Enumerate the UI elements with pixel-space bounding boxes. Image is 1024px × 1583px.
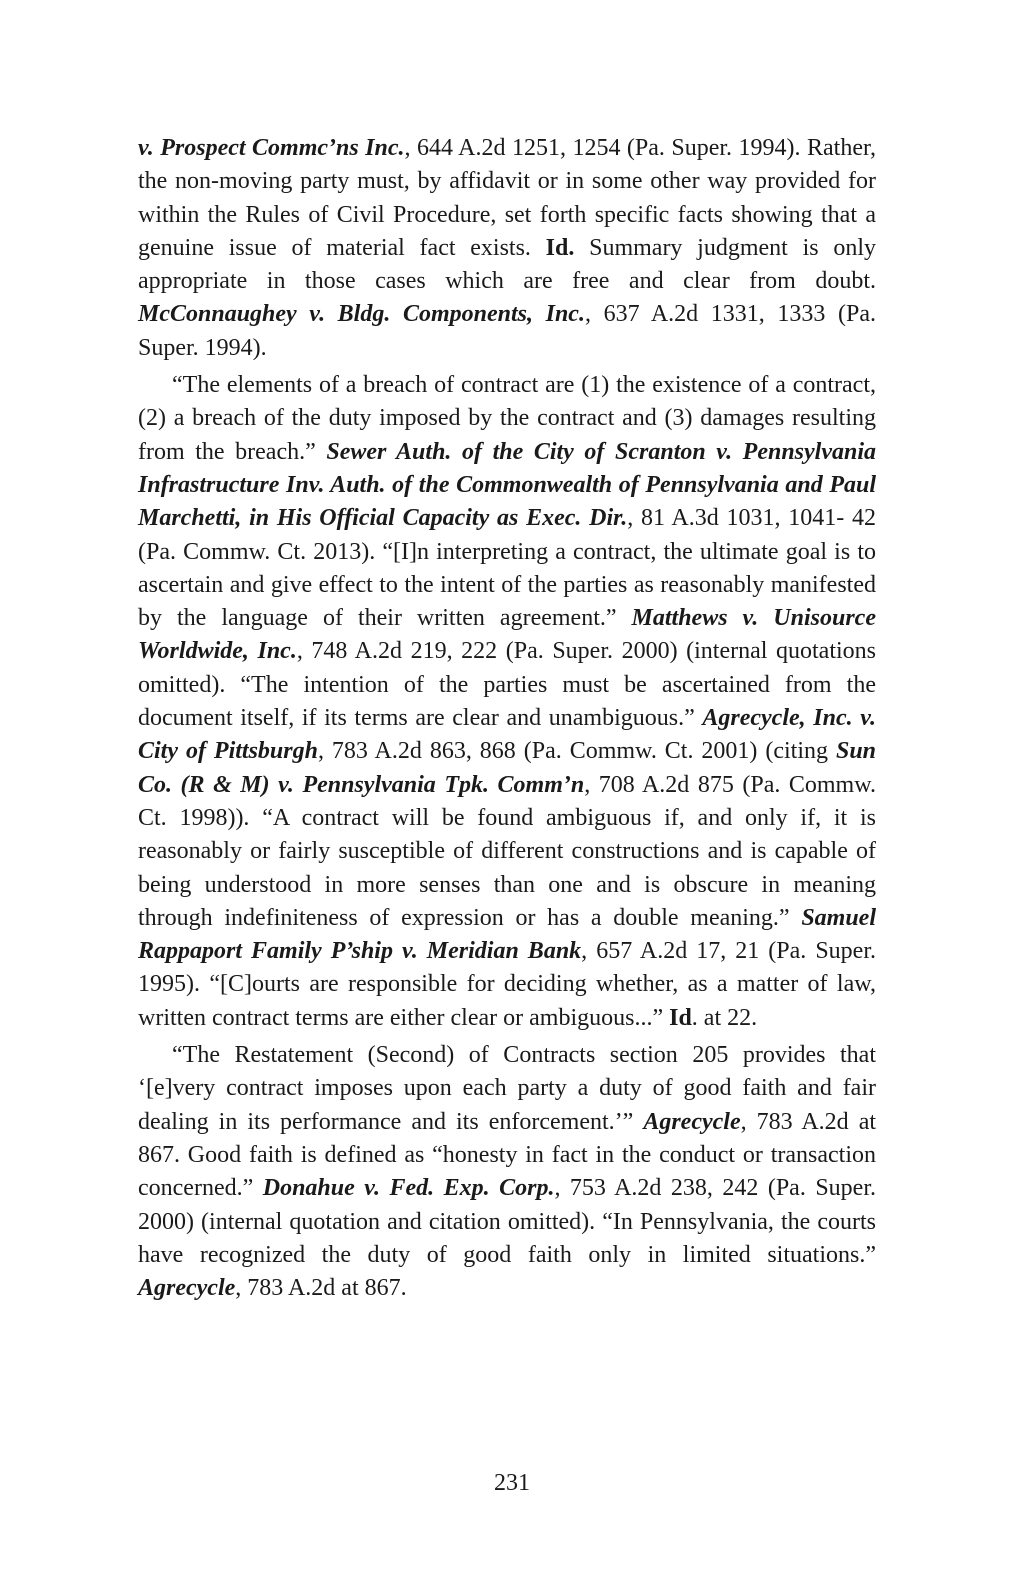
body-text: , 783 A.2d 863, 868 (Pa. Commw. Ct. 2001) (citing xyxy=(317,738,836,765)
case-citation: Agrecycle, Inc. v. City of Pittsburgh xyxy=(138,705,876,765)
case-citation: Donahue v. Fed. Exp. Corp. xyxy=(262,1175,555,1202)
body-text: , 783 A.2d at 867. xyxy=(235,1275,407,1302)
id-citation: Id. xyxy=(545,234,575,261)
body-text: “The elements of a breach of contract are (1) the existence of a contract, (2) a breach of the duty imposed by the contract and (3) damages resulting from the breach.” xyxy=(138,372,876,465)
case-citation: Agrecycle xyxy=(643,1108,741,1135)
body-text: , 637 A.2d 1331, 1333 (Pa. Super. 1994). xyxy=(138,301,876,361)
paragraph xyxy=(138,132,876,365)
document-body xyxy=(138,132,876,1305)
case-citation: Sun Co. (R & M) v. Pennsylvania Tpk. Comm’n xyxy=(138,738,877,798)
body-text: , 708 A.2d 875 (Pa. Commw. Ct. 1998)). “A contract will be found ambiguous if, and only if, it is reasonably or fairly susceptible of different constructions and is capable of being understood in more senses than one and is obscure in meaning through indefiniteness of expression or has a double meaning.” xyxy=(138,771,876,931)
paragraph xyxy=(138,369,876,1035)
paragraph xyxy=(138,1039,876,1305)
case-citation: McConnaughey v. Bldg. Components, Inc. xyxy=(138,301,585,328)
body-text: “The Restatement (Second) of Contracts section 205 provides that ‘[e]very contract imposes upon each party a duty of good faith and fair dealing in its performance and its enforcement.’” xyxy=(138,1042,876,1135)
body-text: , 783 A.2d at 867. Good faith is defined as “honesty in fact in the conduct or transaction concerned.” xyxy=(138,1108,877,1202)
body-text: . at 22. xyxy=(691,1004,758,1031)
case-citation: Agrecycle xyxy=(138,1275,236,1302)
case-citation: Samuel Rappaport Family P’ship v. Meridian Bank xyxy=(138,904,876,965)
body-text: , 657 A.2d 17, 21 (Pa. Super. 1995). “[C]ourts are responsible for deciding whether, as a matter of law, written contract terms are either clear or ambiguous...” xyxy=(138,938,876,1031)
body-text: , 753 A.2d 238, 242 (Pa. Super. 2000) (internal quotation and citation omitted). “In Pennsylvania, the courts have recognized the duty of good faith only in limited situations.” xyxy=(138,1175,876,1268)
case-citation: v. Prospect Commc’ns Inc. xyxy=(138,135,405,161)
body-text: , 644 A.2d 1251, 1254 (Pa. Super. 1994). Rather, the non-moving party must, by affidavit or in some other way provided for within the Rules of Civil Procedure, set forth specific facts showing that a genuine issue of material fact exists. xyxy=(138,135,877,261)
body-text: , 748 A.2d 219, 222 (Pa. Super. 2000) (internal quotations omitted). “The intention of the parties must be ascertained from the document itself, if its terms are clear and unambiguous.” xyxy=(138,638,877,732)
case-citation: Matthews v. Unisource Worldwide, Inc. xyxy=(138,605,876,665)
page-number: 231 xyxy=(494,1470,530,1496)
id-citation: Id xyxy=(669,1004,692,1031)
case-citation: Sewer Auth. of the City of Scranton v. Pennsylvania Infrastructure Inv. Auth. of the Commonwealth of Pennsylvania and Paul Marchetti, in His Official Capacity as Exec. Dir. xyxy=(138,438,876,532)
body-text: Summary judgment is only appropriate in those cases which are free and clear from doubt. xyxy=(138,234,876,295)
body-text: , 81 A.3d 1031, 1041- 42 (Pa. Commw. Ct. 2013). “[I]n interpreting a contract, the ultimate goal is to ascertain and give effect to the intent of the parties as reasonably manifested by the language of their written agreement.” xyxy=(138,505,876,632)
